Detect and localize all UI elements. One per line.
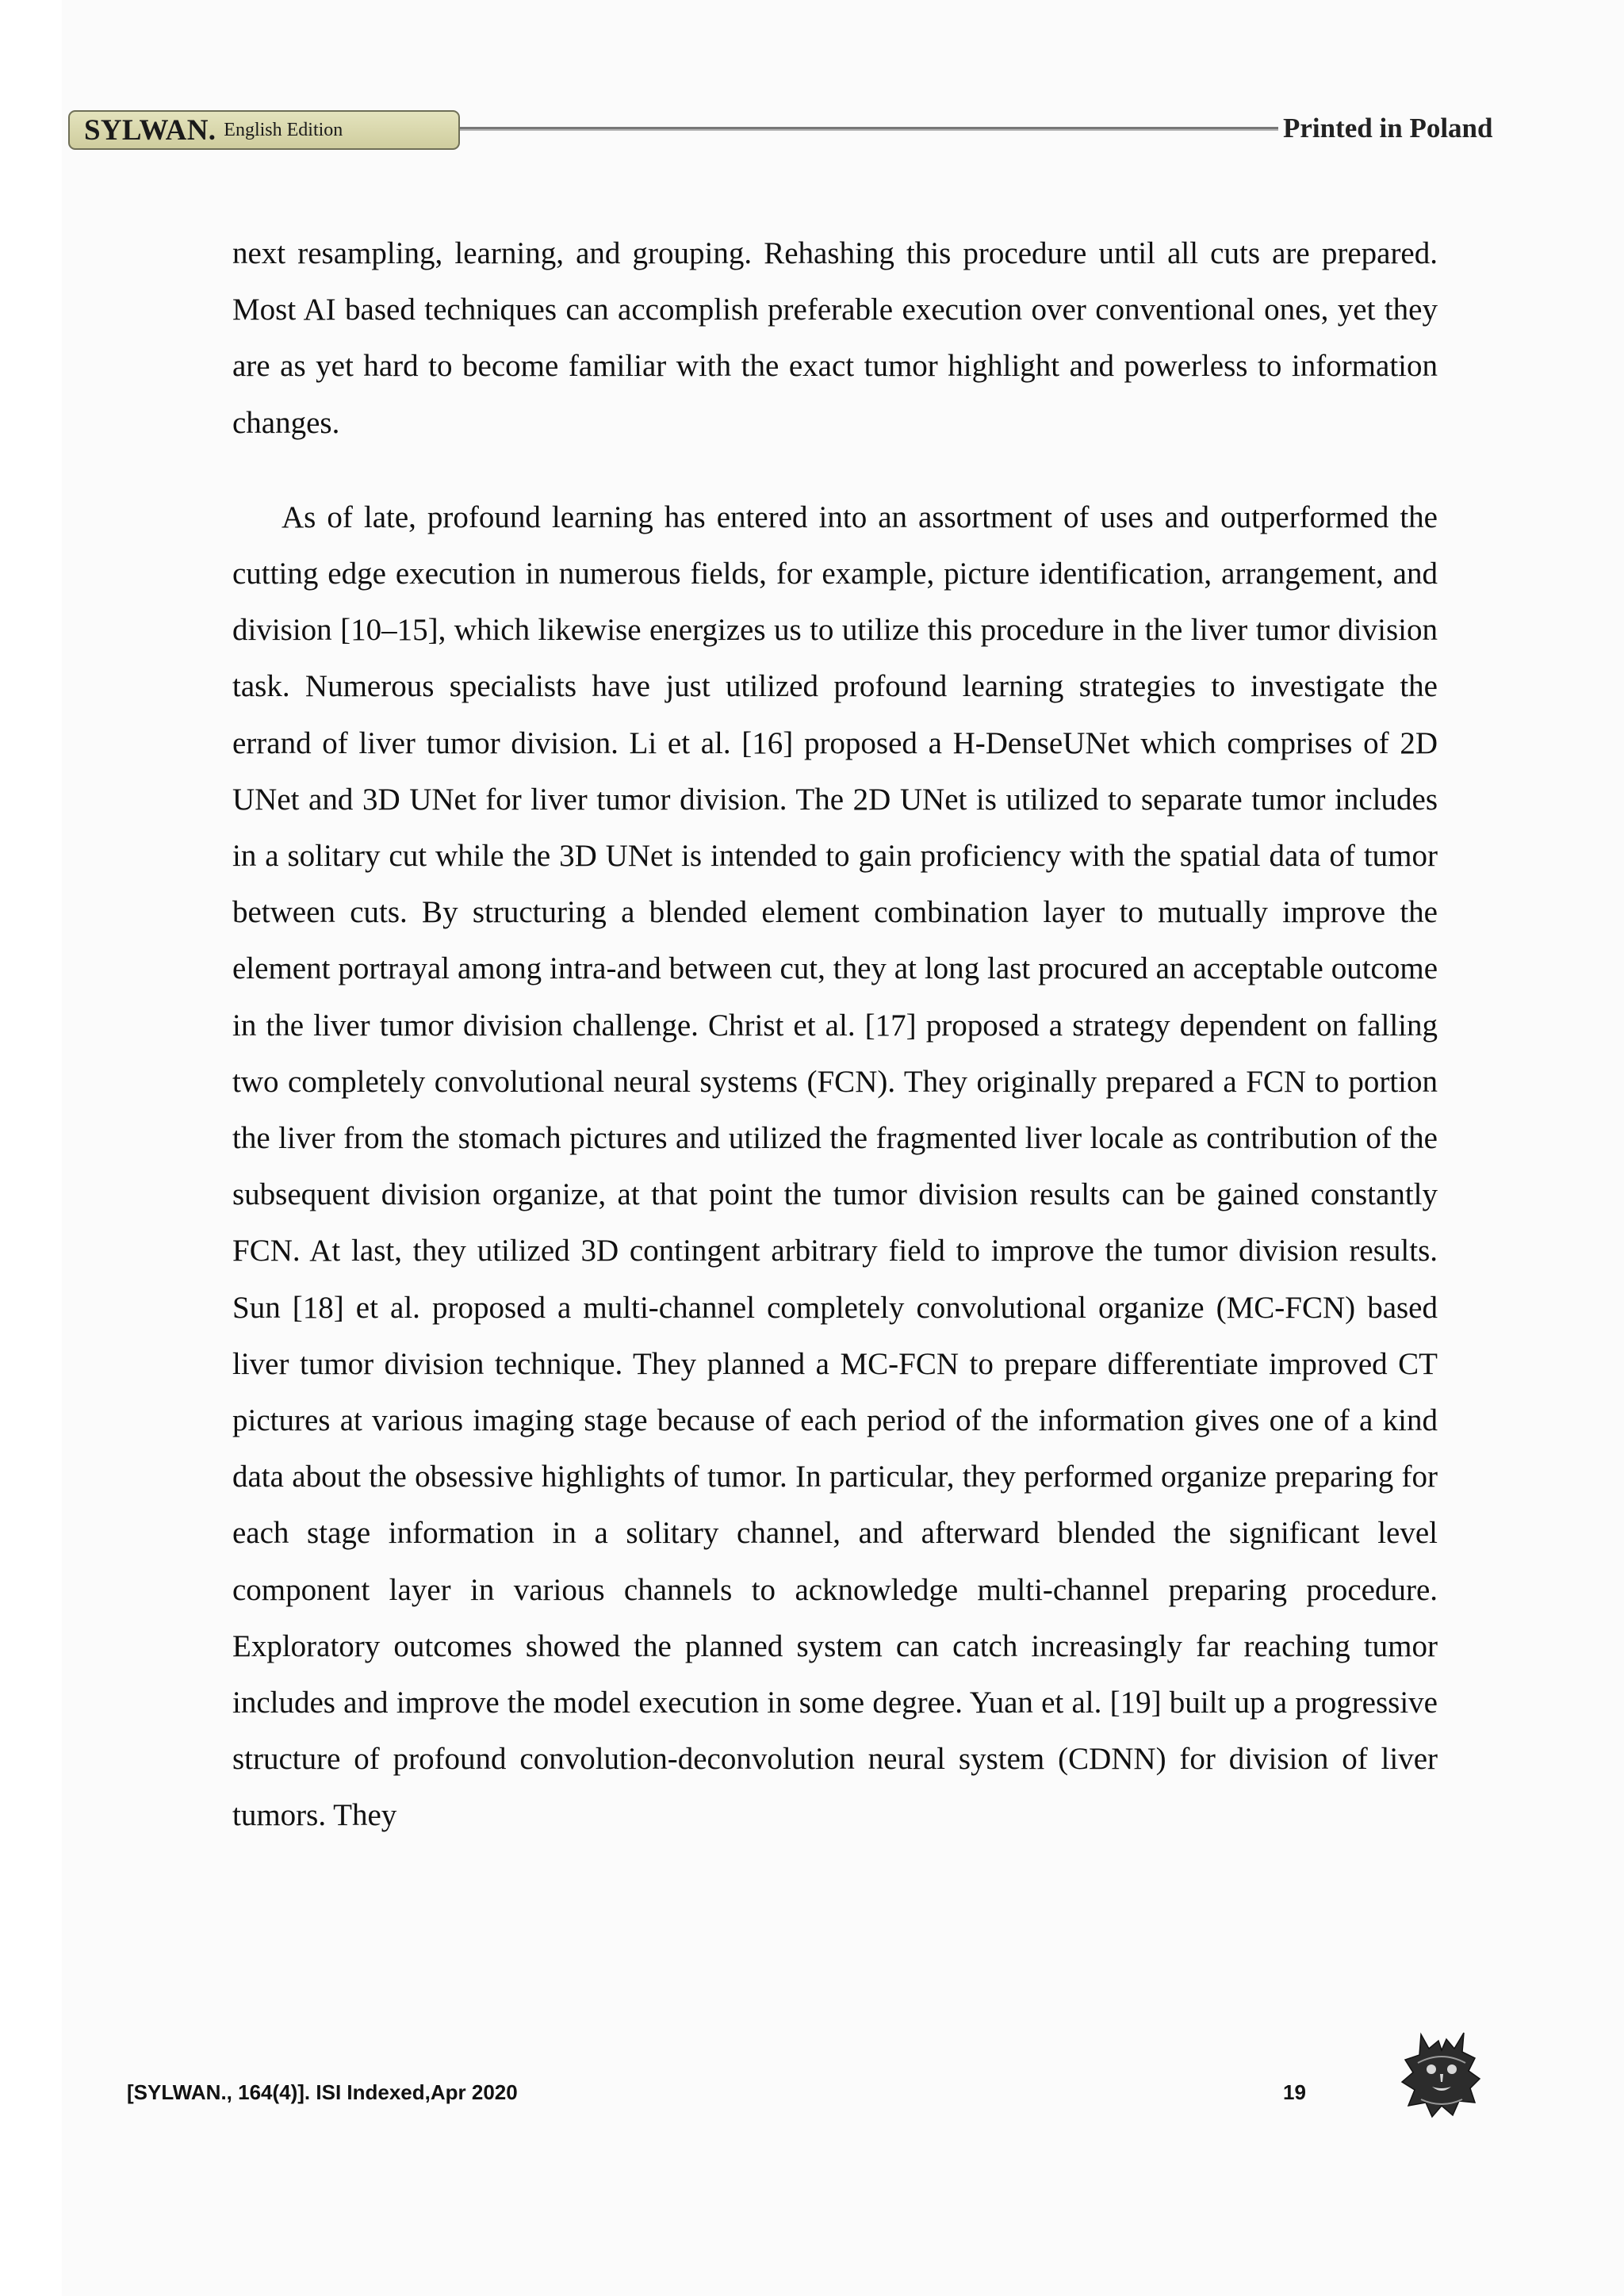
- paragraph: next resampling, learning, and grouping. Rehashing this procedure until all cuts are prepared. Most AI based techniques can accomplish preferable execution over conventional ones, yet they are as yet hard to become familiar with the exact tumor highlight and powerless to information changes.: [232, 236, 1438, 440]
- header-rule: [460, 127, 1278, 131]
- paragraph: As of late, profound learning has entered into an assortment of uses and outperformed the cutting edge execution in numerous fields, for example, picture identification, arrangement, and division [10–15], which likewise energizes us to utilize this procedure in the liver tumor division task. Numerous specialists have just utilized profound learning strategies to investigate the errand of liver tumor division. Li et al. [16] proposed a H-DenseUNet which comprises of 2D UNet and 3D UNet for liver tumor division. The 2D UNet is utilized to separate tumor includes in a solitary cut while the 3D UNet is intended to gain proficiency with the spatial data of tumor between cuts. By structuring a blended element combination layer to mutually improve the element portrayal among intra-and between cut, they at long last procured an acceptable outcome in the liver tumor division challenge. Christ et al. [17] proposed a strategy dependent on falling two completely convolutional neural systems (FCN). They originally prepared a FCN to portion the liver from the stomach pictures and utilized the fragmented liver locale as contribution of the subsequent division organize, at that point the tumor division results can be gained constantly FCN. At last, they utilized 3D contingent arbitrary field to improve the tumor division results. Sun [18] et al. proposed a multi-channel completely convolutional organize (MC-FCN) based liver tumor division technique. They planned a MC-FCN to prepare differentiate improved CT pictures at various imaging stage because of each period of the information gives one of a kind data about the obsessive highlights of tumor. In particular, they performed organize preparing for each stage information in a solitary channel, and afterward blended the significant level component layer in various channels to acknowledge multi-channel preparing procedure. Exploratory outcomes showed the planned system can catch increasingly far reaching tumor includes and improve the model execution in some degree. Yuan et al. [19] built up a progressive structure of profound convolution-deconvolution neural system (CDNN) for division of liver tumors. They: [232, 499, 1438, 1833]
- journal-edition: English Edition: [224, 119, 343, 140]
- printed-in-label: Printed in Poland: [1283, 113, 1493, 144]
- sylwan-emblem-icon: [1397, 2026, 1486, 2120]
- footer-citation: [SYLWAN., 164(4)]. ISI Indexed,Apr 2020: [127, 2080, 518, 2104]
- body-text: [232, 225, 1438, 1844]
- page-number: 19: [1283, 2080, 1306, 2104]
- journal-name: SYLWAN.: [84, 113, 216, 147]
- journal-header-badge: [68, 110, 460, 150]
